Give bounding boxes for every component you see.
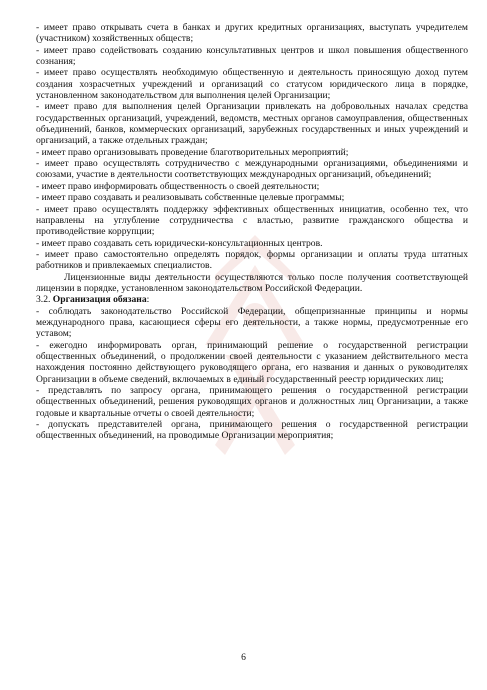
list-item: - имеет право организовывать проведение благотворительных мероприятий;: [36, 146, 349, 158]
document-body: [36, 22, 468, 442]
page-number: 6: [241, 652, 246, 663]
list-item: - имеет право осуществлять поддержку эффективных общественных инициатив, особенно тех, что направлены на углубление сотрудничества с властью, развитие гражданского общества и противодействие коррупции;: [36, 203, 468, 238]
section-heading: [36, 294, 468, 305]
list-item: - имеет право открывать счета в банках и других кредитных организациях, выступать учредителем (участником) хозяйственных обществ;: [36, 22, 468, 45]
list-item: - имеет право создавать сеть юридически-консультационных центров.: [36, 237, 323, 249]
list-item: - имеет право для выполнения целей Организации привлекать на добровольных началах средства государственных организаций, учреждений, ведомств, местных органов самоуправления, общественных объединений, банков, коммерческих организаций, зарубежных государственных и иных учреждений и организаций, а также отдельных граждан;: [36, 101, 468, 147]
list-item: - имеет право самостоятельно определять порядок, формы организации и оплаты труда штатных работников и привлекаемых специалистов.: [36, 248, 468, 272]
section-colon: :: [146, 294, 150, 306]
license-paragraph: Лицензионные виды деятельности осуществляются только после получения соответствующей лицензии в порядке, установленном законодательством Российской Федерации.: [36, 271, 468, 294]
list-item: - имеет право создавать и реализовывать собственные целевые программы;: [36, 192, 345, 204]
list-item: - имеет право информировать общественность о своей деятельности;: [36, 180, 320, 192]
list-item: - имеет право осуществлять сотрудничество с международными организациями, объединениями и союзами, участие в деятельности соответствующих международных организаций, объединений;: [36, 158, 468, 181]
list-item: - ежегодно информировать орган, принимающий решение о государственной регистрации общественных объединений, о продолжении своей деятельности с указанием действительного места нахождения постоянно действующего руководящего органа, его названия и данных о руководителях Организации в объеме сведений, включаемых в единый государственный реестр юридических лиц;: [36, 339, 468, 385]
section-title: Организация обязана: [52, 294, 147, 306]
list-item: - имеет право осуществлять необходимую общественную и деятельность приносящую доход путем создания хозрасчетных учреждений и организаций со статусом юридического лица в порядке, установленном законодательством для выполнения целей Организации;: [36, 67, 468, 102]
list-item: - соблюдать законодательство Российской Федерации, общепризнанные принципы и нормы международного права, касающиеся сферы его деятельности, а также нормы, предусмотренные его уставом;: [36, 305, 468, 340]
section-number: 3.2.: [36, 294, 53, 306]
list-item: - допускать представителей органа, принимающего решения о государственной регистрации общественных объединений, на проводимые Организации мероприятия;: [36, 419, 468, 442]
list-item: - имеет право содействовать созданию консультативных центров и школ повышения общественного сознания;: [36, 44, 468, 68]
list-item: - представлять по запросу органа, принимающего решения о государственной регистрации общественных объединений, решения руководящих органов и должностных лиц Организации, а также годовые и квартальные отчеты о своей деятельности;: [36, 385, 468, 419]
